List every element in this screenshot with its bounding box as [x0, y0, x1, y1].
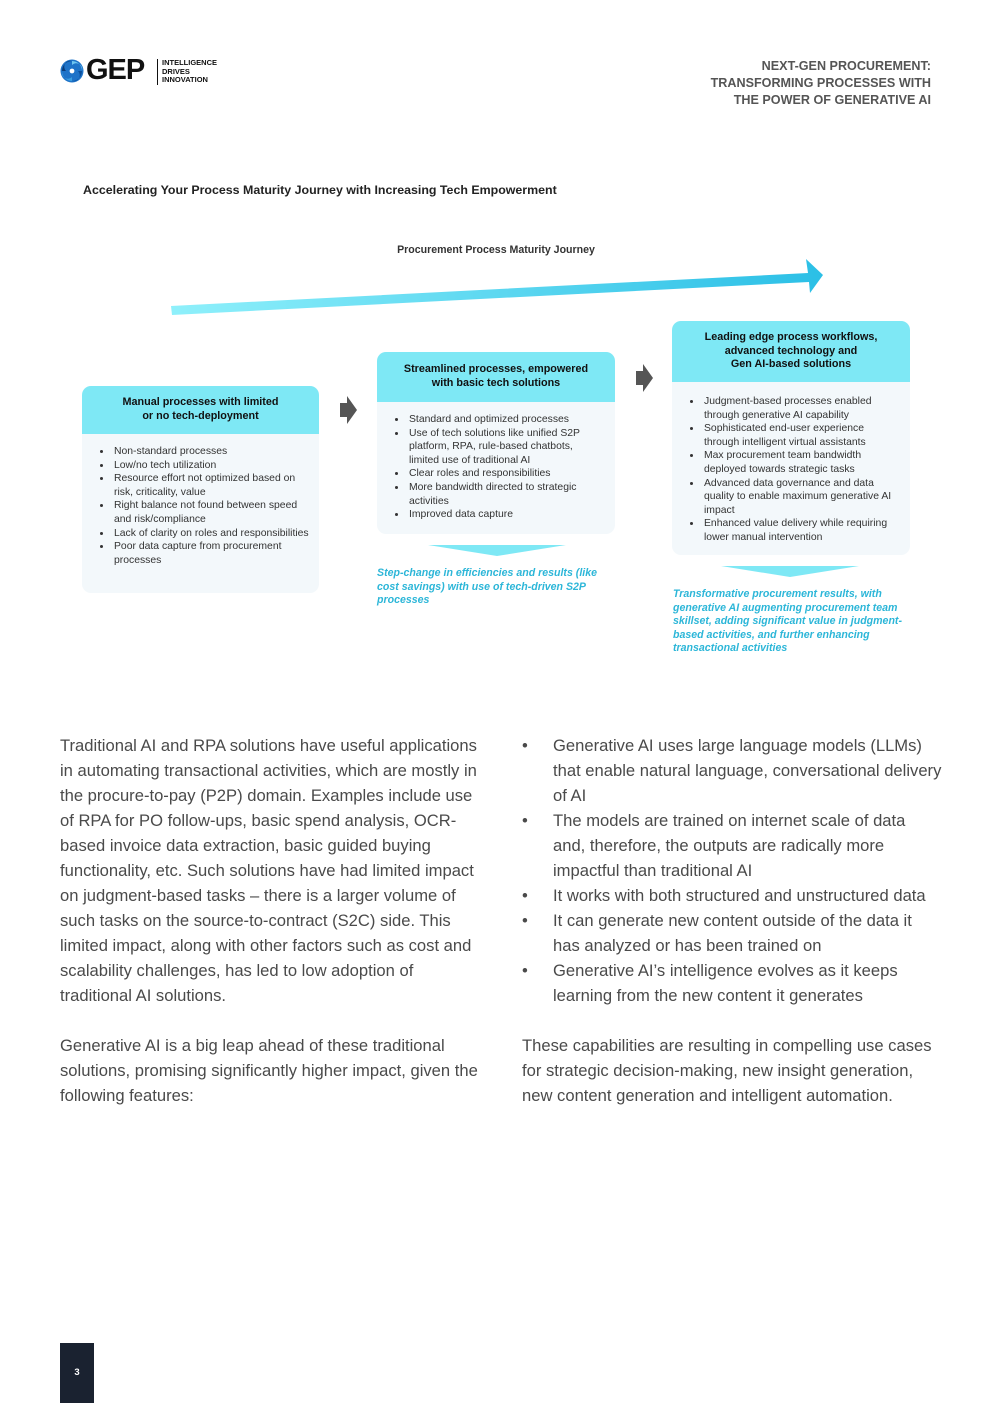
maturity-journey-arrow [168, 256, 828, 320]
gep-swirl-icon [60, 59, 84, 83]
step-arrow-icon [338, 395, 358, 425]
bullet-icon: • [522, 736, 528, 755]
bullet-icon: • [522, 886, 528, 905]
journey-label: Procurement Process Maturity Journey [397, 244, 595, 256]
step-arrow-icon [634, 363, 654, 393]
list-item: • Max procurement team bandwidth deployed towards strategic tasks [702, 449, 900, 476]
list-item: • Advanced data governance and data quality to enable maximum generative AI impact [702, 477, 900, 518]
list-item: • Standard and optimized processes [407, 413, 605, 427]
body-paragraph: Traditional AI and RPA solutions have useful applications in automating transactional activities, which are mostly in the procure-to-pay (P2P) domain. Examples include use of RPA for PO follow-ups, basic spend analysis, OCR-based invoice data extraction, basic guided buying functionality, etc. Such solutions have had limited impact on judgment-based tasks – there is a larger volume of such tasks on the source-to-contract (S2C) side. This limited impact, along with other factors such as cost and scalability challenges, has led to low adoption of traditional AI solutions. [60, 736, 477, 1005]
stage-result-text: Step-change in efficiencies and results (like cost savings) with use of tech-driven S2P processes [377, 567, 597, 607]
stage-result-text: Transformative procurement results, with generative AI augmenting procurement team skillset, adding significant value in judgment-based activities, and further enhancing transactional activities [673, 588, 902, 655]
stage-streamlined [377, 352, 615, 534]
body-paragraph: These capabilities are resulting in compelling use cases for strategic decision-making, new insight generation, new content generation and intelligent automation. [522, 1036, 932, 1105]
stage-bullets [672, 382, 910, 545]
document-title: NEXT-GEN PROCUREMENT: TRANSFORMING PROCESSES WITH THE POWER OF GENERATIVE AI [710, 59, 931, 107]
page-number: 3 [74, 1367, 80, 1378]
list-item: • Clear roles and responsibilities [407, 467, 605, 481]
bullet-icon: • [522, 911, 528, 930]
list-item: • Generative AI uses large language models (LLMs) that enable natural language, conversational delivery of AI [522, 733, 942, 808]
list-item: • Sophisticated end-user experience through intelligent virtual assistants [702, 422, 900, 449]
list-item: • Enhanced value delivery while requiring lower manual intervention [702, 517, 900, 544]
list-item: • Resource effort not optimized based on risk, criticality, value [112, 472, 309, 499]
bullet-icon: • [522, 961, 528, 980]
list-item: • Right balance not found between speed and risk/compliance [112, 499, 309, 526]
stage-bullets [82, 434, 319, 567]
stage-manual [82, 386, 319, 593]
body-paragraph: Generative AI is a big leap ahead of these traditional solutions, promising significantly higher impact, given the following features: [60, 1036, 478, 1105]
list-item: • It works with both structured and unstructured data [522, 883, 942, 908]
list-item: • More bandwidth directed to strategic activities [407, 481, 605, 508]
body-right-column [522, 733, 942, 1108]
list-item: • Non-standard processes [112, 445, 309, 459]
stage-header: Manual processes with limited or no tech-deployment [82, 386, 319, 434]
stage-bullets [377, 402, 615, 522]
stage-header: Streamlined processes, empowered with basic tech solutions [377, 352, 615, 402]
stage-leading-edge [672, 321, 910, 555]
list-item: • It can generate new content outside of the data it has analyzed or has been trained on [522, 908, 942, 958]
body-left-column [60, 733, 478, 1133]
result-pointer-icon [428, 545, 566, 557]
gep-logo [60, 54, 230, 87]
list-item: • Use of tech solutions like unified S2P platform, RPA, rule-based chatbots, limited use of traditional AI [407, 427, 605, 468]
stage-header: Leading edge process workflows, advanced technology and Gen AI-based solutions [672, 321, 910, 382]
list-item: • Lack of clarity on roles and responsibilities [112, 527, 309, 541]
logo-wordmark: GEP [86, 54, 145, 86]
list-item: • Improved data capture [407, 508, 605, 522]
figure-title: Accelerating Your Process Maturity Journey with Increasing Tech Empowerment [83, 183, 557, 197]
list-item: • Poor data capture from procurement processes [112, 540, 309, 567]
list-item: • Judgment-based processes enabled through generative AI capability [702, 395, 900, 422]
list-item: • Generative AI’s intelligence evolves as it keeps learning from the new content it generates [522, 958, 942, 1008]
list-item: • The models are trained on internet scale of data and, therefore, the outputs are radically more impactful than traditional AI [522, 808, 942, 883]
logo-tagline: INTELLIGENCE DRIVES INNOVATION [157, 59, 217, 85]
result-pointer-icon [721, 566, 859, 578]
list-item: • Low/no tech utilization [112, 459, 309, 473]
bullet-icon: • [522, 811, 528, 830]
feature-list [522, 733, 942, 1008]
